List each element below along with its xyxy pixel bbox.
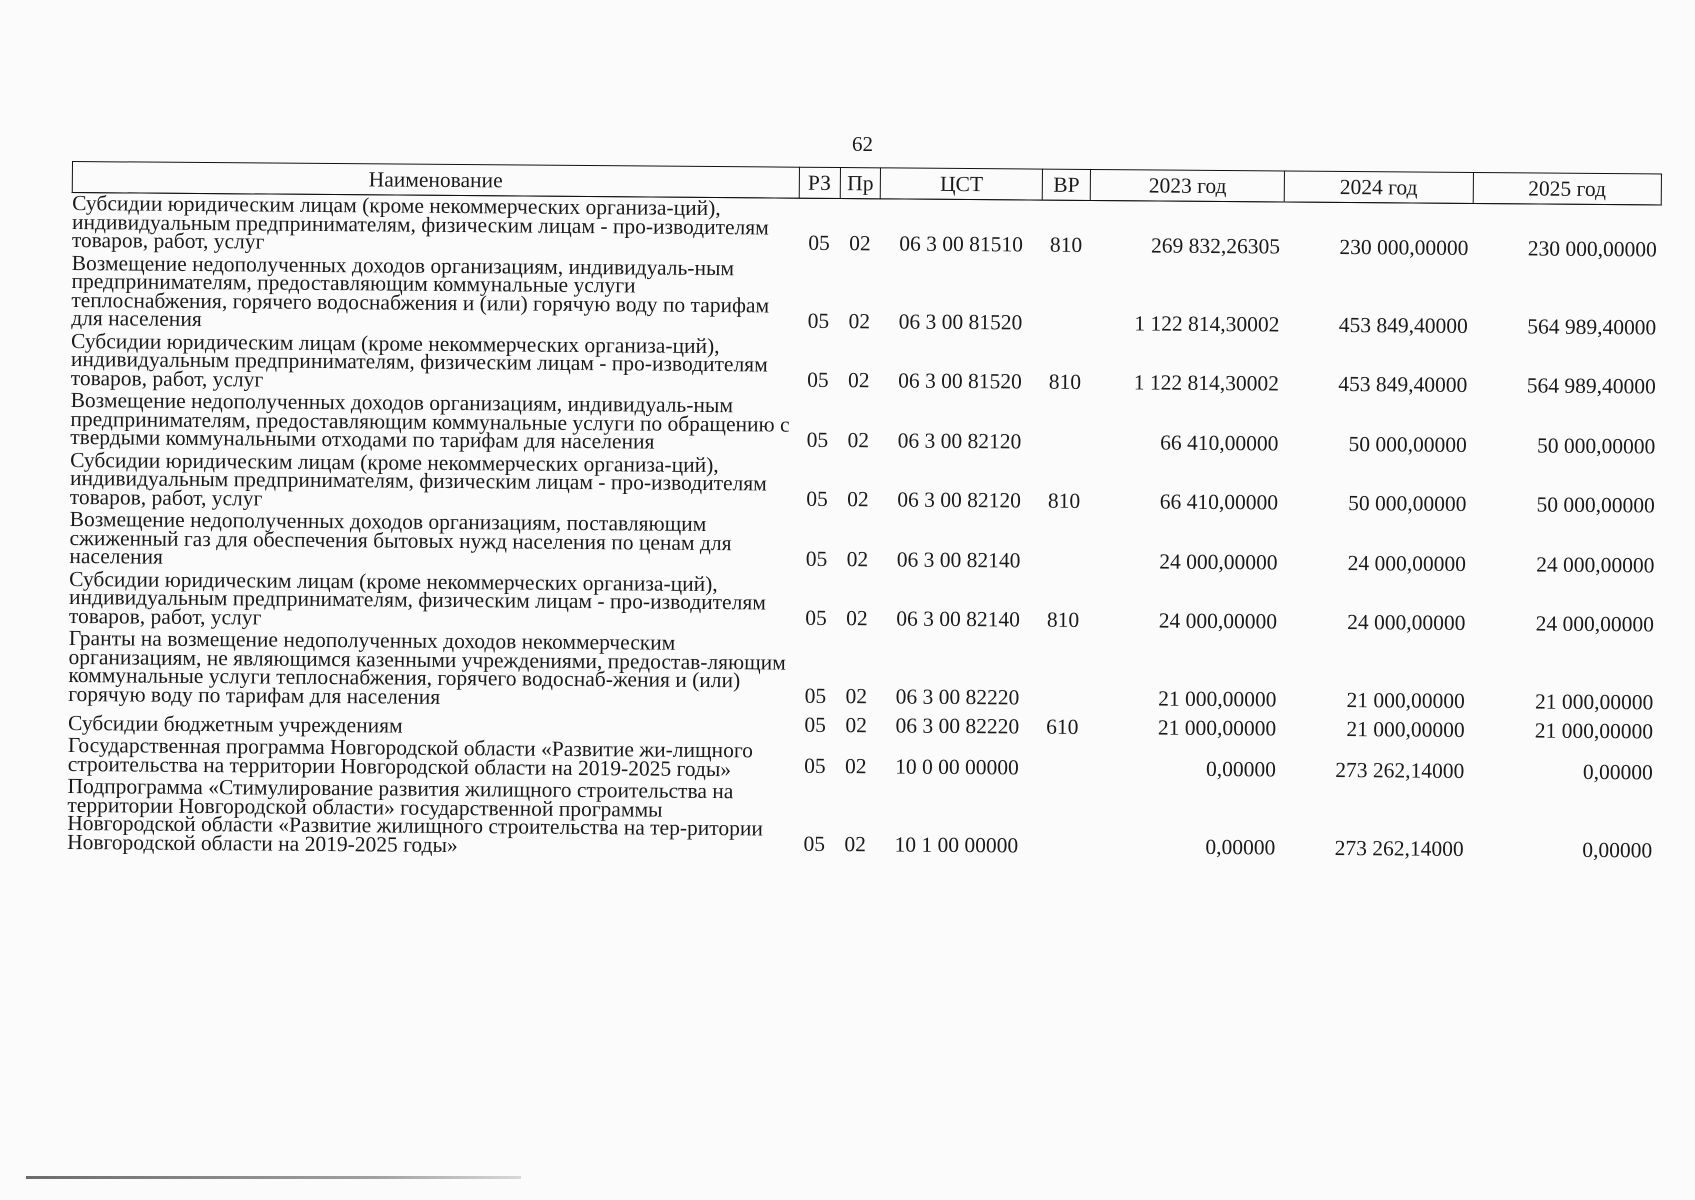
row-2024: 50 000,00000 [1348,431,1467,457]
row-vr: 610 [1046,714,1079,739]
row-pr: 02 [847,487,869,512]
row-pr: 02 [848,308,871,333]
row-name: Подпрограмма «Стимулирование развития жилищного строительства на территории Новгородской области» государственной программы Новгородской области «Развитие жилищного строительства на тер-ритории Новгородской области на 2019-2025 годы» [67,773,764,857]
budget-table [67,161,1662,866]
row-cst: 10 1 00 00000 [894,832,1019,858]
row-rz: 05 [805,605,827,630]
row-rz: 05 [805,546,828,571]
row-2023: 1 122 814,30002 [1134,310,1280,336]
row-2023: 21 000,00000 [1158,686,1277,712]
row-2024: 273 262,14000 [1335,757,1465,783]
row-cst: 10 0 00 00000 [895,754,1019,780]
row-2023: 24 000,00000 [1158,608,1278,634]
row-2025: 0,00000 [1582,759,1653,785]
row-rz: 05 [807,308,830,333]
row-2025: 230 000,00000 [1527,235,1657,261]
row-cst: 06 3 00 82120 [897,487,1021,513]
row-pr: 02 [846,606,868,631]
row-name: Возмещение недополученных доходов организациям, поставляющим сжиженный газ для обеспечения бытовых нужд населения по ценам для населения [69,506,732,569]
row-rz: 05 [808,230,830,255]
row-pr: 02 [844,832,867,857]
row-vr [1038,636,1087,714]
row-2023: 0,00000 [1205,834,1276,860]
row-cst: 06 3 00 81520 [898,308,1023,334]
row-rz: 05 [804,712,827,737]
row-vr: 810 [1047,488,1081,513]
row-vr: 810 [1046,607,1080,632]
row-rz: 05 [806,486,828,511]
row-pr: 02 [845,713,867,738]
row-rz: 05 [803,831,826,856]
row-2023: 269 832,26305 [1150,232,1281,258]
row-cst: 06 3 00 82140 [896,546,1021,572]
row-2025: 21 000,00000 [1534,718,1654,744]
row-2025: 50 000,00000 [1536,492,1655,518]
row-2023: 66 410,00000 [1159,489,1279,515]
row-cst: 06 3 00 81510 [899,231,1024,256]
header-2024: 2024 год [1284,171,1473,203]
row-name: Субсидии юридическим лицам (кроме некоммерческих организа-ций), индивидуальным предпринимателям, физическим лицам - про-изводителям товаров, работ, услуг [69,447,767,511]
table-row [67,776,1657,866]
row-vr: 810 [1048,369,1082,394]
row-cst: 06 3 00 81520 [898,368,1022,394]
row-2025: 21 000,00000 [1534,689,1654,715]
row-name: Субсидии юридическим лицам (кроме некоммерческих организа-ций), индивидуальным предпринимателям, физическим лицам - про-изводителям товаров, работ, услуг [68,566,766,630]
row-vr [1038,743,1087,784]
row-2024: 24 000,00000 [1347,550,1467,576]
header-rz: РЗ [799,167,840,198]
row-2023: 1 122 814,30002 [1133,370,1280,396]
row-name: Государственная программа Новгородской области «Развитие жи-лищного строительства на территории Новгородской области на 2019-2025 годы» [67,732,754,781]
row-2023: 66 410,00000 [1160,430,1279,455]
header-2023: 2023 год [1091,170,1285,203]
row-2024: 50 000,00000 [1348,491,1467,516]
header-name: Наименование [72,162,799,199]
row-2025: 24 000,00000 [1536,552,1655,577]
row-cst: 06 3 00 82140 [896,606,1021,632]
row-name: Субсидии юридическим лицам (кроме некоммерческих организа-ций), индивидуальным предпринимателям, физическим лицам - про-изводителям товаров, работ, услуг [71,191,769,254]
row-rz: 05 [804,753,826,778]
row-rz: 05 [804,683,827,708]
row-name: Гранты на возмещение недополученных доходов некоммерческим организациям, не являющимся казенными учреждениями, предостав-ляющим коммунальные услуги теплоснабжения, горячего водоснаб-жения и (или) горячую воду по тарифам для населения [68,625,786,709]
row-vr [1037,784,1086,862]
row-cst: 06 3 00 82220 [895,713,1020,739]
row-vr [1041,260,1090,338]
row-2024: 21 000,00000 [1346,688,1465,713]
row-2024: 273 262,14000 [1334,835,1464,861]
header-pr: Пр [840,168,881,199]
row-cst: 06 3 00 82220 [895,684,1020,710]
header-cst: ЦСТ [881,168,1043,200]
table-row [68,628,1658,718]
row-2023: 24 000,00000 [1159,549,1278,574]
row-rz: 05 [806,427,829,452]
row-2025: 24 000,00000 [1535,611,1655,637]
row-pr: 02 [844,754,867,779]
page-number: 62 [852,132,873,156]
row-2024: 24 000,00000 [1347,610,1466,635]
row-2023: 21 000,00000 [1157,715,1277,741]
row-rz: 05 [807,367,829,392]
row-name: Возмещение недополученных доходов организациям, индивидуаль-ным предпринимателям, предоставляющим коммунальные услуги по обращению с твердыми коммунальными отходами по тарифам для населения [70,387,790,454]
row-2025: 50 000,00000 [1536,433,1656,458]
row-vr [1039,517,1088,577]
row-2023: 0,00000 [1205,756,1277,782]
row-vr: 810 [1049,232,1083,257]
row-2024: 230 000,00000 [1339,234,1469,260]
row-2024: 21 000,00000 [1346,717,1465,742]
row-name: Субсидии юридическим лицам (кроме некоммерческих организа-ций), индивидуальным предпринимателям, физическим лицам - про-изводителям товаров, работ, услуг [70,328,768,392]
row-2024: 453 849,40000 [1338,312,1468,338]
row-pr: 02 [847,368,870,393]
row-2025: 0,00000 [1582,837,1653,863]
row-name: Субсидии бюджетным учреждениям [67,710,403,738]
row-pr: 02 [845,684,868,709]
row-2025: 564 989,40000 [1527,313,1657,339]
header-2025: 2025 год [1473,173,1662,205]
row-cst: 06 3 00 82120 [897,427,1022,453]
row-pr: 02 [847,427,870,452]
table-row [71,253,1661,343]
row-vr [1040,398,1089,458]
row-name: Возмещение недополученных доходов организациям, индивидуаль-ным предпринимателям, предоставляющим коммунальные услуги теплоснабжения, горячего водоснабжения и (или) горячую воду по тарифам для населения [71,250,770,332]
scan-edge-line [26,1176,521,1179]
row-2024: 453 849,40000 [1338,371,1468,397]
row-pr: 02 [846,546,869,571]
row-pr: 02 [849,230,871,255]
row-2025: 564 989,40000 [1526,373,1656,399]
header-vr: ВР [1042,169,1091,200]
